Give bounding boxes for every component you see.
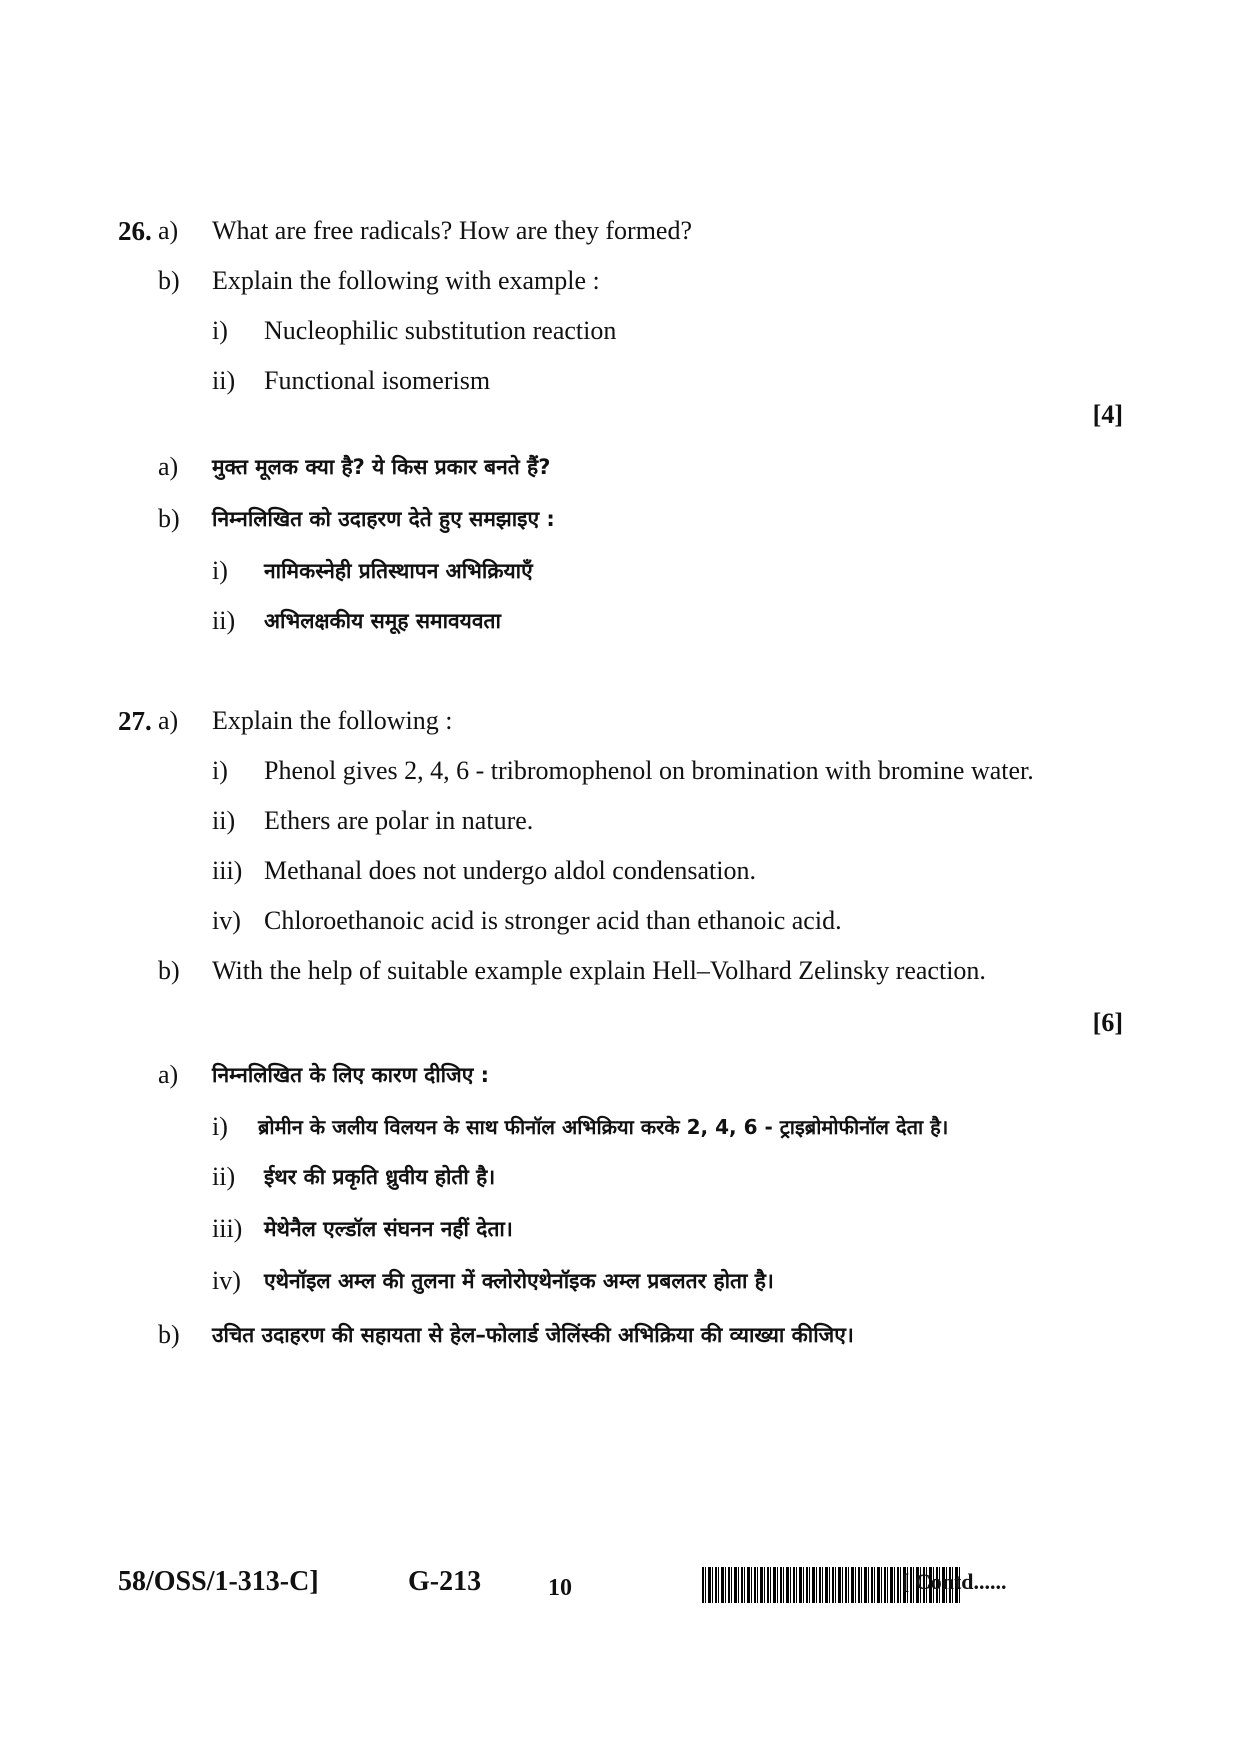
item-label: i)	[212, 756, 228, 785]
part-label: b)	[158, 956, 180, 985]
item-label: i)	[212, 556, 228, 585]
item-text-hindi: एथेनॉइल अम्ल की तुलना में क्लोरोएथेनॉइक अम्ल प्रबलतर होता है।	[264, 1269, 774, 1293]
question-text-hindi: मुक्त मूलक क्या है? ये किस प्रकार बनते हैं?	[212, 455, 551, 479]
page-number: 10	[548, 1575, 572, 1601]
question-text-hindi: निम्नलिखित के लिए कारण दीजिए :	[212, 1063, 490, 1087]
item-label: iii)	[212, 856, 243, 885]
part-label: b)	[158, 1320, 180, 1349]
question-text: Explain the following with example :	[212, 266, 600, 295]
item-text-hindi: नामिकस्नेही प्रतिस्थापन अभिक्रियाएँ	[264, 559, 533, 583]
item-text: Methanal does not undergo aldol condensation.	[264, 856, 756, 885]
paper-code: 58/OSS/1-313-C]	[118, 1566, 319, 1597]
item-label: i)	[212, 1112, 228, 1141]
item-label: ii)	[212, 366, 236, 395]
item-text: Ethers are polar in nature.	[264, 806, 534, 835]
item-label: iii)	[212, 1214, 243, 1243]
question-text-hindi: निम्नलिखित को उदाहरण देते हुए समझाइए :	[212, 507, 555, 531]
part-label: b)	[158, 266, 180, 295]
item-text-hindi: अभिलक्षकीय समूह समावयवता	[264, 609, 501, 633]
marks: [4]	[1092, 400, 1123, 429]
question-text: What are free radicals? How are they formed?	[212, 216, 692, 245]
paper-series: G-213	[408, 1566, 482, 1597]
part-label: a)	[158, 216, 179, 245]
item-label: i)	[212, 316, 228, 345]
item-text-hindi: ईथर की प्रकृति ध्रुवीय होती है।	[264, 1165, 496, 1189]
part-label: a)	[158, 1060, 179, 1089]
part-label: a)	[158, 452, 179, 481]
item-label: ii)	[212, 806, 236, 835]
item-text: Chloroethanoic acid is stronger acid than ethanoic acid.	[264, 906, 842, 935]
continued-label: [ Contd......	[902, 1569, 1007, 1594]
item-text: Phenol gives 2, 4, 6 - tribromophenol on bromination with bromine water.	[264, 756, 1034, 785]
item-label: ii)	[212, 606, 236, 635]
question-text: Explain the following :	[212, 706, 453, 735]
part-label: a)	[158, 706, 179, 735]
item-text: Nucleophilic substitution reaction	[264, 316, 617, 345]
question-number: 26.	[118, 216, 152, 246]
part-label: b)	[158, 504, 180, 533]
item-label: iv)	[212, 1266, 241, 1295]
question-text: With the help of suitable example explain Hell–Volhard Zelinsky reaction.	[212, 956, 986, 985]
marks: [6]	[1092, 1008, 1123, 1037]
item-label: ii)	[212, 1162, 236, 1191]
item-text-hindi: मेथेनैल एल्डॉल संघनन नहीं देता।	[264, 1217, 513, 1241]
item-label: iv)	[212, 906, 241, 935]
question-number: 27.	[118, 706, 152, 736]
item-text: Functional isomerism	[264, 366, 491, 395]
question-text-hindi: उचित उदाहरण की सहायता से हेल–फोलार्ड जेलिंस्की अभिक्रिया की व्याख्या कीजिए।	[212, 1323, 854, 1347]
item-text-hindi: ब्रोमीन के जलीय विलयन के साथ फीनॉल अभिक्रिया करके 2, 4, 6 - ट्राइब्रोमोफीनॉल देता है।	[258, 1115, 949, 1139]
